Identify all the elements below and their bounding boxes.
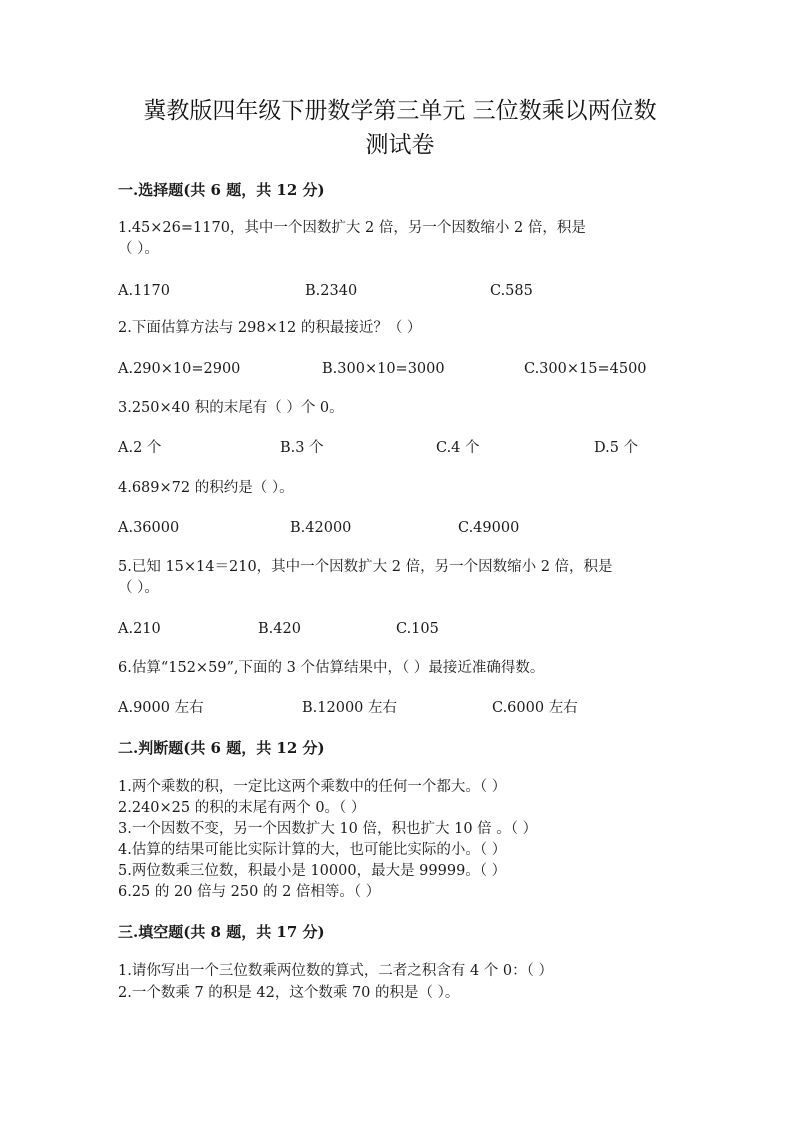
question-stem-line: （ ）。 <box>118 580 159 596</box>
option-b[interactable]: B.300×10=3000 <box>322 361 445 377</box>
question-stem-line: 5.已知 15×14＝210，其中一个因数扩大 2 倍，另一个因数缩小 2 倍，积是 <box>118 559 613 575</box>
option-b[interactable]: B.3 个 <box>280 440 324 456</box>
option-a[interactable]: A.1170 <box>118 283 170 299</box>
section-heading-true-false: 二.判断题(共 6 题，共 12 分) <box>118 739 325 757</box>
fill-in-item: 2.一个数乘 7 的积是 42，这个数乘 70 的积是（ ）。 <box>118 985 460 1001</box>
question-5-stem <box>118 557 678 599</box>
option-c[interactable]: C.6000 左右 <box>492 700 578 716</box>
question-stem-line: （ ）。 <box>118 241 159 257</box>
option-c[interactable]: C.4 个 <box>436 440 480 456</box>
question-1-stem <box>118 218 678 260</box>
judgement-item: 1.两个乘数的积，一定比这两个乘数中的任何一个都大。（ ） <box>118 779 507 795</box>
option-c[interactable]: C.105 <box>396 621 439 637</box>
option-a[interactable]: A.2 个 <box>118 440 162 456</box>
question-3-stem: 3.250×40 积的末尾有（ ）个 0。 <box>118 400 344 416</box>
judgement-item: 6.25 的 20 倍与 250 的 2 倍相等。（ ） <box>118 884 381 900</box>
option-d[interactable]: D.5 个 <box>594 440 639 456</box>
option-c[interactable]: C.585 <box>490 283 533 299</box>
option-a[interactable]: A.210 <box>118 621 161 637</box>
judgement-item: 2.240×25 的积的末尾有两个 0。（ ） <box>118 800 366 816</box>
option-c[interactable]: C.300×15=4500 <box>524 361 647 377</box>
section-heading-choice: 一.选择题(共 6 题，共 12 分) <box>118 181 325 199</box>
judgement-item: 3.一个因数不变，另一个因数扩大 10 倍，积也扩大 10 倍 。（ ） <box>118 821 538 837</box>
option-a[interactable]: A.9000 左右 <box>118 700 204 716</box>
fill-in-item: 1.请你写出一个三位数乘两位数的算式，二者之积含有 4 个 0：（ ） <box>118 963 553 979</box>
question-6-stem: 6.估算“152×59”,下面的 3 个估算结果中，（ ）最接近准确得数。 <box>118 660 545 676</box>
option-a[interactable]: A.36000 <box>118 520 180 536</box>
option-a[interactable]: A.290×10=2900 <box>118 361 241 377</box>
question-4-stem: 4.689×72 的积约是（ ）。 <box>118 480 294 496</box>
document-title-line-1: 冀教版四年级下册数学第三单元 三位数乘以两位数 <box>143 98 657 124</box>
judgement-item: 4.估算的结果可能比实际计算的大，也可能比实际的小。（ ） <box>118 842 507 858</box>
question-2-stem: 2.下面估算方法与 298×12 的积最接近？（ ） <box>118 320 422 336</box>
option-b[interactable]: B.12000 左右 <box>302 700 398 716</box>
option-b[interactable]: B.42000 <box>290 520 352 536</box>
option-b[interactable]: B.420 <box>258 621 301 637</box>
judgement-item: 5.两位数乘三位数，积最小是 10000，最大是 99999。（ ） <box>118 863 507 879</box>
section-heading-fill-in: 三.填空题(共 8 题，共 17 分) <box>118 923 325 941</box>
option-c[interactable]: C.49000 <box>458 520 520 536</box>
option-b[interactable]: B.2340 <box>305 283 358 299</box>
question-stem-line: 1.45×26=1170，其中一个因数扩大 2 倍，另一个因数缩小 2 倍，积是 <box>118 220 586 236</box>
document-title-line-2: 测试卷 <box>365 132 435 158</box>
